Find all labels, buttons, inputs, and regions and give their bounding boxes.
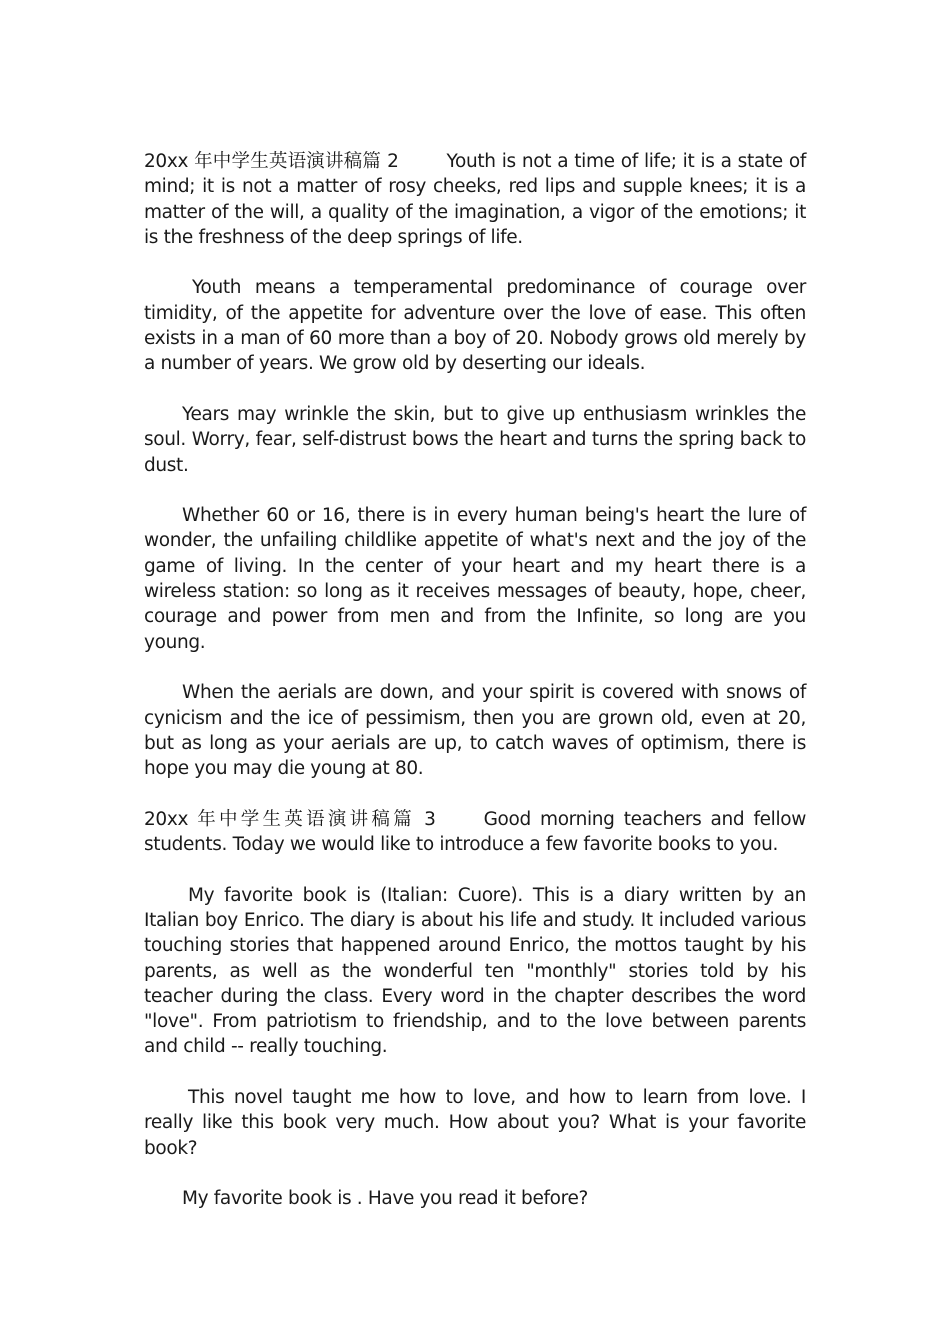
section3-paragraph-2: My favorite book is (Italian: Cuore). This is a diary written by an Italian boy Enrico. The diary is about his life and study. It included various touching stories that happened around Enrico, the mottos taught by his parents, as well as the wonderful ten "monthly" stories told by his teacher during the class. Every word in the chapter describes the word "love". From patriotism to friendship, and to the love between parents and child -- really touching. (144, 884, 806, 1058)
section2-paragraph-5: When the aerials are down, and your spirit is covered with snows of cynicism and the ice of pessimism, then you are grown old, even at 20, but as long as your aerials are up, to catch waves of optimism, there is hope you may die young at 80. (144, 682, 806, 780)
section3-paragraph-1 (144, 807, 806, 858)
section3-paragraph-3: This novel taught me how to love, and how to learn from love. I really like this book very much. How about you? What is your favorite book? (144, 1086, 806, 1159)
section2-heading: 20xx 年中学生英语演讲稿篇 2 (144, 151, 399, 172)
section2-paragraph-2: Youth means a temperamental predominance of courage over timidity, of the appetite for adventure over the love of ease. This often exists in a man of 60 more than a boy of 20. Nobody grows old merely by a number of years. We grow old by deserting our ideals. (144, 277, 806, 375)
section3-paragraph-4: My favorite book is . Have you read it before? (182, 1188, 588, 1210)
section3-heading: 20xx 年中学生英语演讲稿篇 3 (144, 808, 436, 830)
document-body (144, 149, 806, 1237)
section2-paragraph-1 (144, 149, 806, 250)
section2-paragraph-3: Years may wrinkle the skin, but to give up enthusiasm wrinkles the soul. Worry, fear, self-distrust bows the heart and turns the spring back to dust. (144, 403, 806, 476)
section2-paragraph-4: Whether 60 or 16, there is in every human being's heart the lure of wonder, the unfailing childlike appetite of what's next and the joy of the game of living. In the center of your heart and my heart there is a wireless station: so long as it receives messages of beauty, hope, cheer, courage and power from men and from the Infinite, so long are you young. (144, 505, 806, 653)
section2-p1-text: Youth is not a time of life; it is a state of mind; it is not a matter of rosy cheeks, red lips and supple knees; it is a matter of the will, a quality of the imagination, a vigor of the emotions; it is the freshness of the deep springs of life. (144, 151, 806, 248)
section3-p1-text: Good morning teachers and fellow students. Today we would like to introduce a few favorite books to you. (144, 808, 806, 856)
